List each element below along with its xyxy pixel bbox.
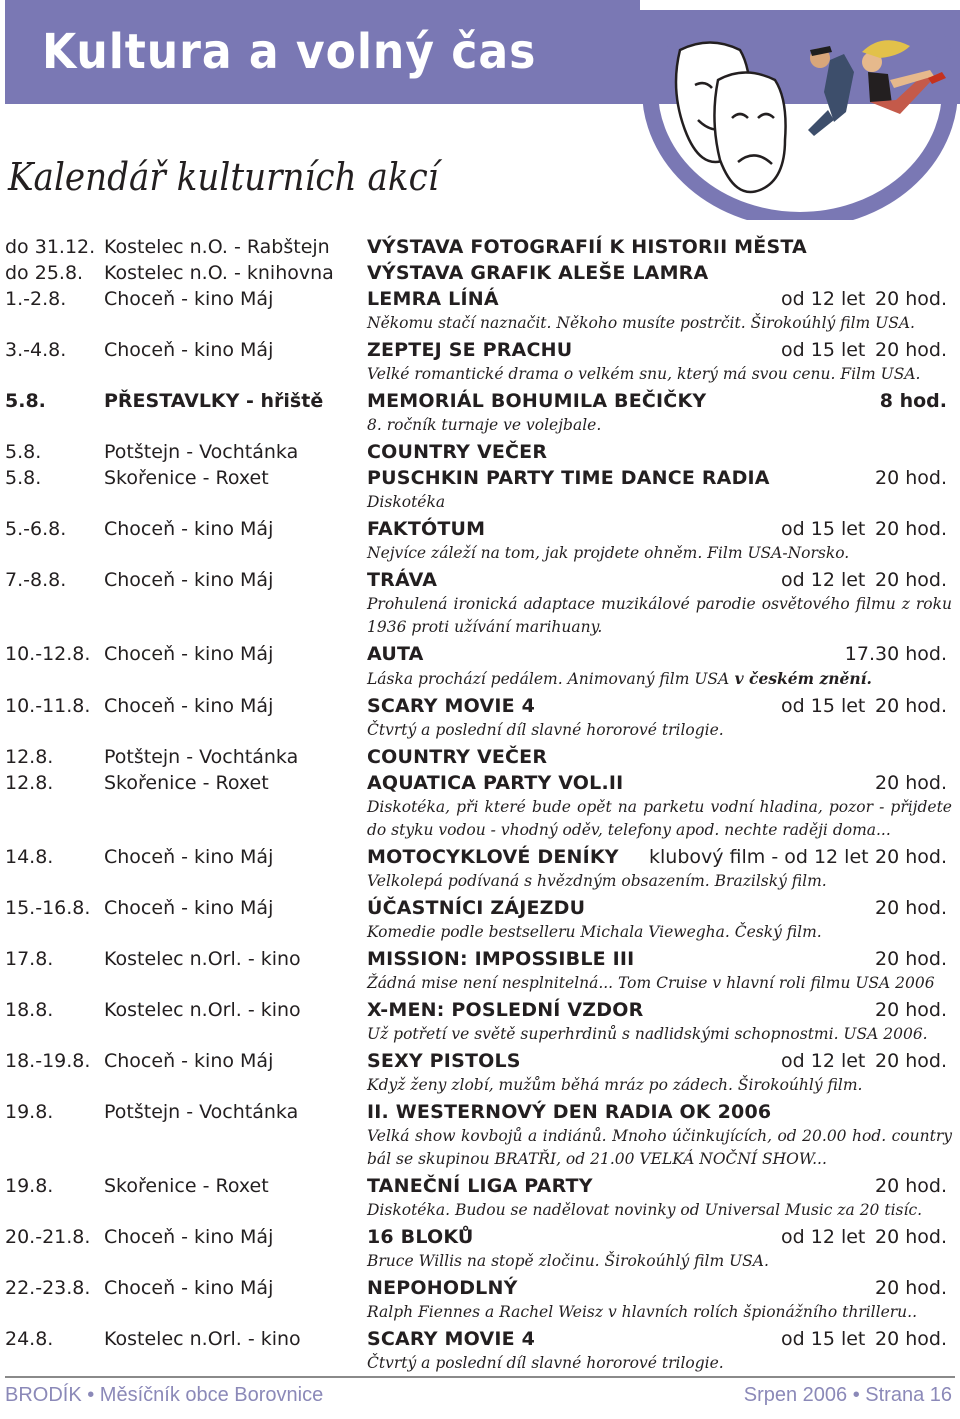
- event-venue: Kostelec n.Orl. - kino: [104, 1328, 301, 1350]
- event-age-limit: od 12 let: [781, 569, 866, 591]
- event-title: MOTOCYKLOVÉ DENÍKY: [367, 846, 619, 868]
- event-description-text: Láska prochází pedálem. Animovaný film USA: [367, 670, 730, 688]
- event-row: [0, 260, 960, 286]
- event-description: [367, 719, 952, 742]
- event-title: NEPOHODLNÝ: [367, 1277, 518, 1299]
- event-description-text: Prohulená ironická adaptace muzikálové parodie osvětového filmu z roku 1936 proti užívání marihuany.: [367, 595, 952, 636]
- event-venue: Kostelec n.O. - Rabštejn: [104, 236, 330, 258]
- event-venue: Kostelec n.Orl. - kino: [104, 999, 301, 1021]
- event-venue: Choceň - kino Máj: [104, 846, 274, 868]
- event-description-text: Komedie podle bestselleru Michala Viewegha. Český film.: [367, 923, 822, 941]
- footer-divider: [5, 1376, 955, 1378]
- event-description: [367, 870, 952, 893]
- event-time: 20 hod.: [875, 897, 947, 919]
- event-title: SCARY MOVIE 4: [367, 1328, 536, 1350]
- dancers-icon: [808, 40, 946, 136]
- event-date: 18.8.: [5, 999, 54, 1021]
- event-date: 10.-12.8.: [5, 643, 91, 665]
- event-description-emphasis: v českém znění.: [729, 669, 872, 688]
- event-title: ZEPTEJ SE PRACHU: [367, 339, 573, 361]
- event-title: II. WESTERNOVÝ DEN RADIA OK 2006: [367, 1101, 772, 1123]
- event-date: 5.8.: [5, 441, 42, 463]
- event-description: [367, 796, 952, 842]
- event-item: [0, 234, 960, 260]
- event-time: 20 hod.: [875, 1175, 947, 1197]
- event-time: 20 hod.: [875, 1050, 947, 1072]
- event-title: MEMORIÁL BOHUMILA BEČIČKY: [367, 390, 707, 412]
- event-row: [0, 234, 960, 260]
- event-time: 20 hod.: [875, 772, 947, 794]
- event-venue: Potštejn - Vochtánka: [104, 746, 299, 768]
- event-venue: Choceň - kino Máj: [104, 1050, 274, 1072]
- theatre-masks-icon: [676, 43, 786, 193]
- event-item: [0, 1326, 960, 1375]
- event-title: 16 BLOKŮ: [367, 1226, 474, 1248]
- event-description-text: Diskotéka: [367, 493, 446, 511]
- event-row: [0, 641, 960, 667]
- event-date: 10.-11.8.: [5, 695, 91, 717]
- event-description-text: Diskotéka. Budou se nadělovat novinky od Universal Music za 20 tisíc.: [367, 1201, 923, 1219]
- event-item: [0, 895, 960, 944]
- event-description-text: Bruce Willis na stopě zločinu. Širokoúhlý film USA.: [367, 1252, 769, 1270]
- event-description-text: Velká show kovbojů a indiánů. Mnoho účinkujících, od 20.00 hod. country bál se skupinou BRATŘI, od 21.00 VELKÁ NOČNÍ SHOW...: [367, 1127, 952, 1168]
- event-item: [0, 1099, 960, 1171]
- event-date: 14.8.: [5, 846, 54, 868]
- event-age-limit: klubový film - od 12 let: [649, 846, 869, 868]
- event-row: [0, 770, 960, 796]
- event-item: [0, 1048, 960, 1097]
- event-row: [0, 1173, 960, 1199]
- event-row: [0, 895, 960, 921]
- event-description-text: Velké romantické drama o velkém snu, který má svou cenu. Film USA.: [367, 365, 921, 383]
- event-description: [367, 593, 952, 639]
- event-venue: Choceň - kino Máj: [104, 695, 274, 717]
- footer-page-info: Srpen 2006 • Strana 16: [743, 1384, 952, 1406]
- event-date: 12.8.: [5, 746, 54, 768]
- event-row: [0, 388, 960, 414]
- event-age-limit: od 12 let: [781, 1050, 866, 1072]
- event-row: [0, 844, 960, 870]
- event-venue: Choceň - kino Máj: [104, 518, 274, 540]
- event-age-limit: od 15 let: [781, 518, 866, 540]
- event-title: AQUATICA PARTY VOL.II: [367, 772, 624, 794]
- event-date: do 25.8.: [5, 262, 84, 284]
- event-row: [0, 946, 960, 972]
- event-row: [0, 1326, 960, 1352]
- event-date: 15.-16.8.: [5, 897, 91, 919]
- event-item: [0, 567, 960, 639]
- event-time: 20 hod.: [875, 467, 947, 489]
- event-title: AUTA: [367, 643, 424, 665]
- event-date: do 31.12.: [5, 236, 96, 258]
- event-venue: PŘESTAVLKY - hřiště: [104, 390, 324, 412]
- event-description: [367, 921, 952, 944]
- event-title: LEMRA LÍNÁ: [367, 288, 499, 310]
- event-age-limit: od 12 let: [781, 288, 866, 310]
- event-venue: Potštejn - Vochtánka: [104, 1101, 299, 1123]
- event-time: 20 hod.: [875, 1226, 947, 1248]
- section-subtitle: Kalendář kulturních akcí: [8, 155, 439, 199]
- event-description-text: 8. ročník turnaje ve volejbale.: [367, 416, 602, 434]
- event-date: 5.8.: [5, 467, 42, 489]
- event-venue: Skořenice - Roxet: [104, 1175, 269, 1197]
- event-venue: Choceň - kino Máj: [104, 897, 274, 919]
- event-item: [0, 516, 960, 565]
- event-date: 19.8.: [5, 1101, 54, 1123]
- event-row: [0, 516, 960, 542]
- event-description: [367, 363, 952, 386]
- event-time: 8 hod.: [879, 390, 947, 412]
- event-time: 20 hod.: [875, 288, 947, 310]
- event-venue: Choceň - kino Máj: [104, 1226, 274, 1248]
- event-item: [0, 770, 960, 842]
- event-description: [367, 1301, 952, 1324]
- event-row: [0, 1048, 960, 1074]
- page-title: Kultura a volný čas: [42, 24, 537, 80]
- event-row: [0, 439, 960, 465]
- event-description: [367, 1250, 952, 1273]
- event-title: MISSION: IMPOSSIBLE III: [367, 948, 635, 970]
- event-description: [367, 1023, 952, 1046]
- event-description-text: Čtvrtý a poslední díl slavné hororové trilogie.: [367, 721, 724, 739]
- event-description: [367, 972, 952, 995]
- event-description-text: Velkolepá podívaná s hvězdným obsazením. Brazilský film.: [367, 872, 827, 890]
- event-time: 20 hod.: [875, 999, 947, 1021]
- event-date: 5.8.: [5, 390, 46, 412]
- event-venue: Skořenice - Roxet: [104, 772, 269, 794]
- event-date: 20.-21.8.: [5, 1226, 91, 1248]
- event-time: 20 hod.: [875, 569, 947, 591]
- event-row: [0, 744, 960, 770]
- event-description-text: Někomu stačí naznačit. Někoho musíte postrčit. Širokoúhlý film USA.: [367, 314, 915, 332]
- event-title: PUSCHKIN PARTY TIME DANCE RADIA: [367, 467, 770, 489]
- event-item: [0, 844, 960, 893]
- decoration-illustration: [640, 0, 960, 220]
- event-description: [367, 1125, 952, 1171]
- event-row: [0, 1275, 960, 1301]
- event-item: [0, 1224, 960, 1273]
- event-item: [0, 439, 960, 465]
- event-venue: Choceň - kino Máj: [104, 569, 274, 591]
- event-title: VÝSTAVA GRAFIK ALEŠE LAMRA: [367, 262, 709, 284]
- event-title: X-MEN: POSLEDNÍ VZDOR: [367, 999, 644, 1021]
- event-title: COUNTRY VEČER: [367, 746, 548, 768]
- event-age-limit: od 12 let: [781, 1226, 866, 1248]
- event-date: 17.8.: [5, 948, 54, 970]
- event-description: [367, 1352, 952, 1375]
- event-item: [0, 946, 960, 995]
- event-title: VÝSTAVA FOTOGRAFIÍ K HISTORII MĚSTA: [367, 236, 807, 258]
- footer-publication: BRODÍK • Měsíčník obce Borovnice: [5, 1384, 324, 1406]
- event-item: [0, 1173, 960, 1222]
- event-description-text: Ralph Fiennes a Rachel Weisz v hlavních rolích špionážního thrilleru..: [367, 1303, 918, 1321]
- event-row: [0, 465, 960, 491]
- event-item: [0, 744, 960, 770]
- event-time: 20 hod.: [875, 846, 947, 868]
- event-venue: Choceň - kino Máj: [104, 1277, 274, 1299]
- event-time: 20 hod.: [875, 1328, 947, 1350]
- event-date: 7.-8.8.: [5, 569, 67, 591]
- event-row: [0, 1224, 960, 1250]
- event-age-limit: od 15 let: [781, 695, 866, 717]
- event-description: [367, 542, 952, 565]
- event-venue: Choceň - kino Máj: [104, 339, 274, 361]
- event-item: [0, 388, 960, 437]
- event-item: [0, 337, 960, 386]
- event-date: 1.-2.8.: [5, 288, 67, 310]
- event-title: TRÁVA: [367, 569, 438, 591]
- event-time: 20 hod.: [875, 948, 947, 970]
- event-description: [367, 491, 952, 514]
- event-description-text: Už potřetí ve světě superhrdinů s nadlidskými schopnostmi. USA 2006.: [367, 1025, 928, 1043]
- event-item: [0, 286, 960, 335]
- event-time: 17.30 hod.: [844, 643, 947, 665]
- event-title: SEXY PISTOLS: [367, 1050, 521, 1072]
- event-venue: Kostelec n.Orl. - kino: [104, 948, 301, 970]
- event-row: [0, 1099, 960, 1125]
- event-row: [0, 997, 960, 1023]
- event-description: [367, 667, 952, 691]
- event-date: 18.-19.8.: [5, 1050, 91, 1072]
- event-title: TANEČNÍ LIGA PARTY: [367, 1175, 593, 1197]
- event-description-text: Když ženy zlobí, mužům běhá mráz po zádech. Širokoúhlý film.: [367, 1076, 863, 1094]
- event-row: [0, 693, 960, 719]
- event-description: [367, 1199, 952, 1222]
- event-age-limit: od 15 let: [781, 1328, 866, 1350]
- event-date: 24.8.: [5, 1328, 54, 1350]
- event-description: [367, 312, 952, 335]
- event-row: [0, 567, 960, 593]
- event-calendar-list: [0, 234, 960, 1377]
- event-item: [0, 997, 960, 1046]
- event-title: ÚČASTNÍCI ZÁJEZDU: [367, 897, 586, 919]
- event-time: 20 hod.: [875, 1277, 947, 1299]
- event-row: [0, 286, 960, 312]
- event-age-limit: od 15 let: [781, 339, 866, 361]
- event-venue: Kostelec n.O. - knihovna: [104, 262, 334, 284]
- event-venue: Choceň - kino Máj: [104, 288, 274, 310]
- event-date: 3.-4.8.: [5, 339, 67, 361]
- event-time: 20 hod.: [875, 518, 947, 540]
- event-description-text: Nejvíce záleží na tom, jak projdete ohněm. Film USA-Norsko.: [367, 544, 850, 562]
- event-venue: Skořenice - Roxet: [104, 467, 269, 489]
- event-time: 20 hod.: [875, 339, 947, 361]
- event-item: [0, 1275, 960, 1324]
- event-description-text: Žádná mise není nesplnitelná... Tom Cruise v hlavní roli filmu USA 2006: [367, 974, 935, 992]
- event-date: 22.-23.8.: [5, 1277, 91, 1299]
- event-date: 19.8.: [5, 1175, 54, 1197]
- event-venue: Potštejn - Vochtánka: [104, 441, 299, 463]
- event-description: [367, 1074, 952, 1097]
- event-row: [0, 337, 960, 363]
- event-title: COUNTRY VEČER: [367, 441, 548, 463]
- event-description-text: Diskotéka, při které bude opět na parketu vodní hladina, pozor - přijdete do styku vodou - vhodný oděv, telefony apod. nechte raději doma...: [367, 798, 952, 839]
- event-item: [0, 260, 960, 286]
- event-description-text: Čtvrtý a poslední díl slavné hororové trilogie.: [367, 1354, 724, 1372]
- event-date: 12.8.: [5, 772, 54, 794]
- event-venue: Choceň - kino Máj: [104, 643, 274, 665]
- event-title: SCARY MOVIE 4: [367, 695, 536, 717]
- event-item: [0, 693, 960, 742]
- event-description: [367, 414, 952, 437]
- event-item: [0, 465, 960, 514]
- event-title: FAKTÓTUM: [367, 518, 486, 540]
- event-time: 20 hod.: [875, 695, 947, 717]
- event-date: 5.-6.8.: [5, 518, 67, 540]
- event-item: [0, 641, 960, 691]
